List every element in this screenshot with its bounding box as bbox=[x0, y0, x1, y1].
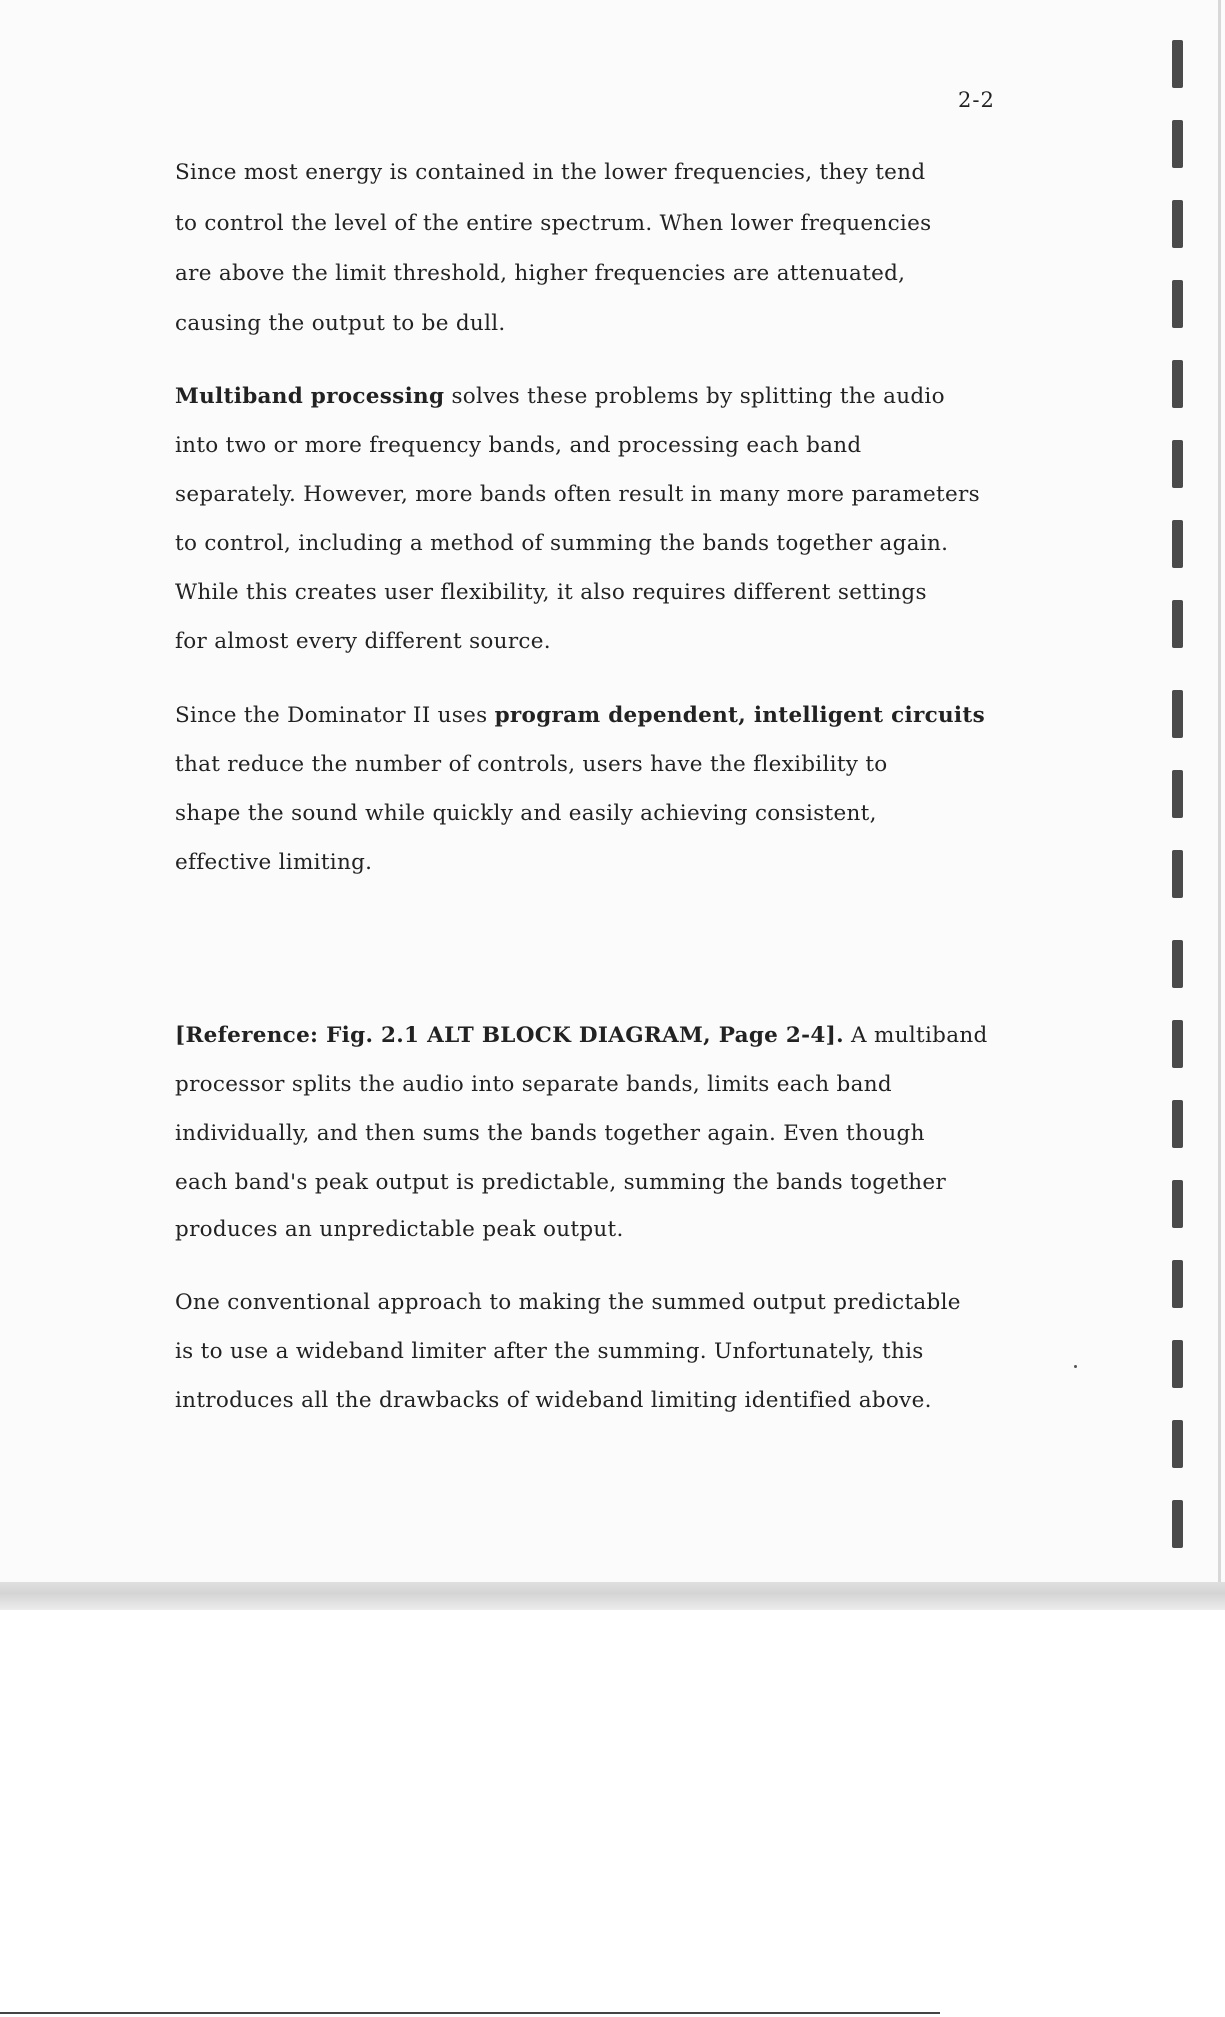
paragraph-2-line: separately. However, more bands often result in many more parameters bbox=[175, 482, 980, 507]
paragraph-1-line: to control the level of the entire spectrum. When lower frequencies bbox=[175, 211, 932, 236]
binding-hole bbox=[1172, 770, 1183, 818]
paragraph-3-line: that reduce the number of controls, users have the flexibility to bbox=[175, 752, 888, 777]
term-multiband-processing: Multiband processing bbox=[175, 384, 445, 409]
paragraph-2-line: for almost every different source. bbox=[175, 629, 551, 654]
paragraph-4-line: produces an unpredictable peak output. bbox=[175, 1217, 624, 1242]
binding-hole bbox=[1172, 1180, 1183, 1228]
paragraph-2-line: into two or more frequency bands, and processing each band bbox=[175, 433, 862, 458]
scan-bottom-line bbox=[0, 2012, 940, 2014]
binding-hole bbox=[1172, 1500, 1183, 1548]
paragraph-2-line bbox=[175, 384, 945, 409]
paragraph-3-line-text: Since the Dominator II uses bbox=[175, 703, 495, 728]
binding-hole bbox=[1172, 40, 1183, 88]
binding-hole bbox=[1172, 440, 1183, 488]
paragraph-4-line bbox=[175, 1023, 988, 1048]
paragraph-1-line: Since most energy is contained in the lower frequencies, they tend bbox=[175, 160, 926, 185]
paragraph-4-line: each band's peak output is predictable, summing the bands together bbox=[175, 1170, 947, 1195]
binding-hole bbox=[1172, 1340, 1183, 1388]
paragraph-4-line-text: A multiband bbox=[843, 1023, 988, 1048]
page-edge bbox=[1218, 0, 1221, 1600]
binding-holes bbox=[1172, 0, 1186, 1600]
paragraph-4-line: individually, and then sums the bands together again. Even though bbox=[175, 1121, 925, 1146]
paragraph-4-line: processor splits the audio into separate bands, limits each band bbox=[175, 1072, 892, 1097]
binding-hole bbox=[1172, 520, 1183, 568]
paragraph-1-line: causing the output to be dull. bbox=[175, 311, 506, 336]
page-number: 2-2 bbox=[958, 88, 995, 112]
binding-hole bbox=[1172, 690, 1183, 738]
paragraph-1-line: are above the limit threshold, higher frequencies are attenuated, bbox=[175, 261, 906, 286]
binding-hole bbox=[1172, 1020, 1183, 1068]
binding-hole bbox=[1172, 200, 1183, 248]
binding-hole bbox=[1172, 940, 1183, 988]
binding-hole bbox=[1172, 600, 1183, 648]
paragraph-5-line: One conventional approach to making the summed output predictable bbox=[175, 1290, 961, 1315]
paragraph-2-line-text: solves these problems by splitting the audio bbox=[444, 384, 945, 409]
paragraph-2-line: to control, including a method of summing the bands together again. bbox=[175, 531, 949, 556]
paragraph-5-line: introduces all the drawbacks of wideband limiting identified above. bbox=[175, 1388, 932, 1413]
binding-hole bbox=[1172, 1260, 1183, 1308]
paragraph-2-line: While this creates user flexibility, it also requires different settings bbox=[175, 580, 927, 605]
paragraph-3-line bbox=[175, 703, 985, 728]
figure-reference: [Reference: Fig. 2.1 ALT BLOCK DIAGRAM, Page 2-4]. bbox=[175, 1023, 844, 1048]
binding-hole bbox=[1172, 120, 1183, 168]
binding-hole bbox=[1172, 850, 1183, 898]
page-bottom-edge bbox=[0, 1582, 1225, 1610]
binding-hole bbox=[1172, 1420, 1183, 1468]
paragraph-3-line: shape the sound while quickly and easily achieving consistent, bbox=[175, 801, 877, 826]
binding-hole bbox=[1172, 1100, 1183, 1148]
scan-speck bbox=[1074, 1365, 1077, 1368]
paragraph-5-line: is to use a wideband limiter after the summing. Unfortunately, this bbox=[175, 1339, 924, 1364]
binding-hole bbox=[1172, 280, 1183, 328]
paragraph-3-line: effective limiting. bbox=[175, 850, 373, 875]
binding-hole bbox=[1172, 360, 1183, 408]
term-program-dependent: program dependent, intelligent circuits bbox=[494, 703, 986, 728]
